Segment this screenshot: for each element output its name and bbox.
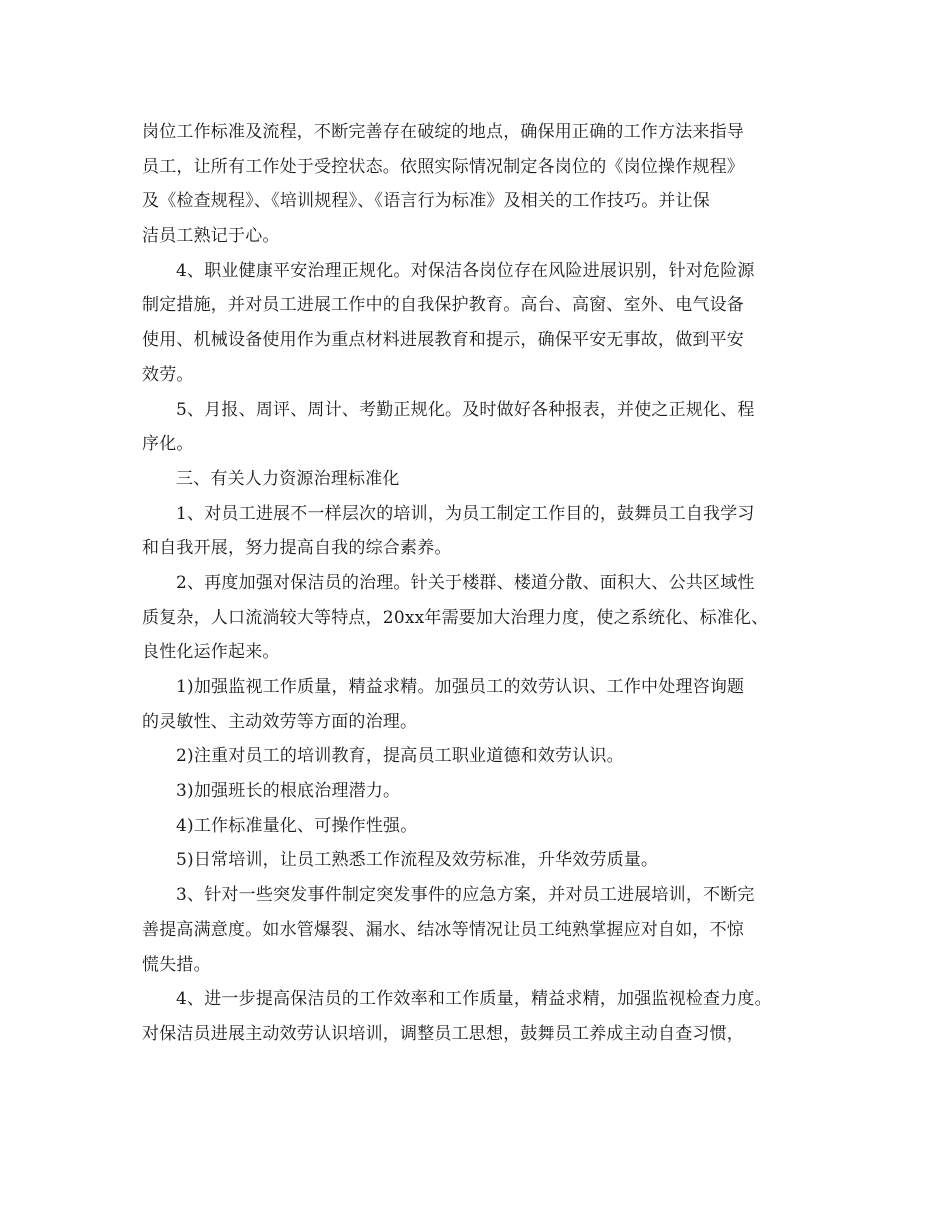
list-item-first-line: 1)加强监视工作质量，精益求精。加强员工的效劳认识、工作中处理咨询题 (176, 677, 745, 697)
paragraph-first-line: 2、再度加强对保洁员的治理。针关于楼群、楼道分散、面积大、公共区域性 (176, 572, 755, 593)
text-line: 和自我开展，努力提高自我的综合素养。 (142, 538, 452, 559)
paragraph-first-line: 4、进一步提高保洁员的工作效率和工作质量，精益求精，加强监视检查力度。 (176, 989, 772, 1010)
section-heading: 三、有关人力资源治理标准化 (176, 468, 400, 489)
text-line: 员工，让所有工作处于受控状态。依照实际情况制定各岗位的《岗位操作规程》 (142, 156, 744, 177)
paragraph-first-line: 3、针对一些突发事件制定突发事件的应急方案，并对员工进展培训，不断完 (176, 885, 755, 906)
text-line: 良性化运作起来。 (142, 642, 280, 663)
paragraph-first-line: 5、月报、周评、周计、考勤正规化。及时做好各种报表，并使之正规化、程 (176, 399, 755, 420)
text-line: 使用、机械设备使用作为重点材料进展教育和提示，确保平安无事故，做到平安 (142, 330, 744, 351)
list-item: 5)日常培训，让员工熟悉工作流程及效劳标准，升华效劳质量。 (176, 850, 659, 871)
text-line: 慌失措。 (142, 954, 211, 975)
text-line: 的灵敏性、主动效劳等方面的治理。 (142, 711, 418, 732)
paragraph-first-line: 1、对员工进展不一样层次的培训，为员工制定工作目的，鼓舞员工自我学习 (176, 503, 755, 524)
text-line: 及《检查规程》、《培训规程》、《语言行为标准》及相关的工作技巧。并让保 (142, 191, 710, 212)
text-line: 效劳。 (142, 364, 194, 385)
text-line: 对保洁员进展主动效劳认识培训，调整员工思想，鼓舞员工养成主动自查习惯， (142, 1023, 744, 1044)
text-line: 制定措施，并对员工进展工作中的自我保护教育。高台、高窗、室外、电气设备 (142, 295, 744, 316)
text-line: 善提高满意度。如水管爆裂、漏水、结冰等情况让员工纯熟掌握应对自如，不惊 (142, 919, 744, 940)
paragraph-first-line: 4、职业健康平安治理正规化。对保洁各岗位存在风险进展识别，针对危险源 (176, 260, 755, 281)
list-item: 2)注重对员工的培训教育，提高员工职业道德和效劳认识。 (176, 746, 624, 767)
text-line: 质复杂，人口流淌较大等特点，20xx年需要加大治理力度，使之系统化、标准化、 (142, 607, 769, 628)
text-line: 洁员工熟记于心。 (142, 226, 280, 247)
text-line: 岗位工作标准及流程，不断完善存在破绽的地点，确保用正确的工作方法来指导 (142, 122, 744, 142)
list-item: 4)工作标准量化、可操作性强。 (176, 815, 418, 836)
list-item: 3)加强班长的根底治理潜力。 (176, 781, 401, 802)
text-line: 序化。 (142, 434, 194, 455)
document-body (142, 115, 822, 1052)
